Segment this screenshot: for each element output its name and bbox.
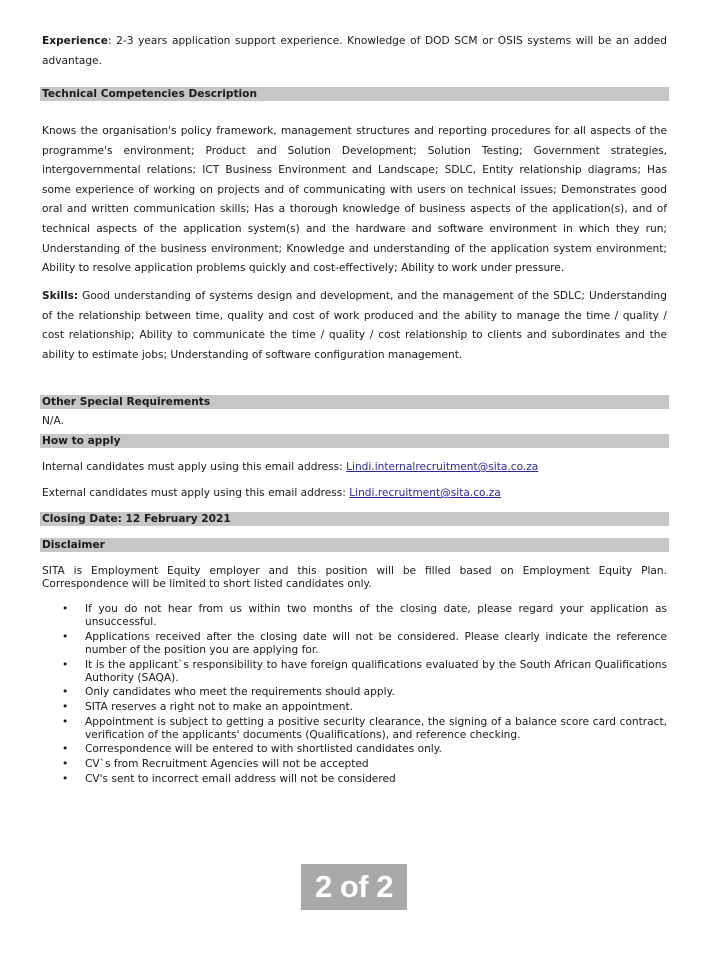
experience-text: : 2-3 years application support experience. Knowledge of DOD SCM or OSIS systems will be an added advantage. <box>42 35 667 67</box>
list-item: • CV's sent to incorrect email address will not be considered <box>42 773 667 786</box>
technical-competencies-text: Knows the organisation's policy framework, management structures and reporting procedures for all aspects of the programme's environment; Product and Solution Development; Solution Testing; Government strategies, intergovernmental relations; ICT Business Environment and Landscape; SDLC, Entity relationship diagrams; Has some experience of working on projects and of communicating with users on technical issues; Demonstrates good oral and written communication skills; Has a thorough knowledge of business aspects of the application(s), and of technical aspects of the application system(s) and the hardware and software environment in which they run; Understanding of the business environment; Knowledge and understanding of the application system environment; Ability to resolve application problems quickly and cost-effectively; Ability to work under pressure. <box>42 125 667 275</box>
disclaimer-bullet-list <box>42 603 667 787</box>
how-to-apply-heading: How to apply <box>40 434 669 448</box>
other-requirements-text: N/A. <box>42 415 64 427</box>
list-item: • If you do not hear from us within two months of the closing date, please regard your application as unsuccessful. <box>42 603 667 629</box>
external-apply-line <box>42 486 501 500</box>
closing-date-heading: Closing Date: 12 February 2021 <box>40 512 669 526</box>
internal-apply-text: Internal candidates must apply using this email address: <box>42 461 347 473</box>
internal-apply-line <box>42 460 538 474</box>
disclaimer-text: SITA is Employment Equity employer and this position will be filled based on Employment Equity Plan. Correspondence will be limited to short listed candidates only. <box>42 565 667 590</box>
technical-competencies-heading: Technical Competencies Description <box>40 87 669 101</box>
internal-email-link[interactable]: Lindi.internalrecruitment@sita.co.za <box>346 461 539 473</box>
list-item: • Applications received after the closing date will not be considered. Please clearly indicate the reference number of the position you are applying for. <box>42 631 667 657</box>
skills-paragraph <box>42 287 667 365</box>
skills-label: Skills: <box>42 290 79 302</box>
list-item: • Appointment is subject to getting a positive security clearance, the signing of a balance score card contract, verification of the applicants' documents (Qualifications), and reference checking. <box>42 716 667 742</box>
other-requirements-heading: Other Special Requirements <box>40 395 669 409</box>
experience-paragraph <box>42 32 667 71</box>
skills-text: Good understanding of systems design and development, and the management of the SDLC; Understanding of the relationship between time, quality and cost of work produced and the ability to manage the time / quality / cost relationship; Ability to communicate the time / quality / cost relationship to clients and subordinates and the ability to estimate jobs; Understanding of software configuration management. <box>42 290 667 361</box>
page-indicator: 2 of 2 <box>301 864 407 910</box>
experience-label: Experience <box>42 35 108 47</box>
external-apply-text: External candidates must apply using this email address: <box>42 487 350 499</box>
list-item: • SITA reserves a right not to make an appointment. <box>42 701 667 714</box>
list-item: • Correspondence will be entered to with shortlisted candidates only. <box>42 743 667 756</box>
list-item: • Only candidates who meet the requirements should apply. <box>42 686 667 699</box>
disclaimer-heading: Disclaimer <box>40 538 669 552</box>
list-item: • CV`s from Recruitment Agencies will not be accepted <box>42 758 667 771</box>
list-item: • It is the applicant`s responsibility to have foreign qualifications evaluated by the South African Qualifications Authority (SAQA). <box>42 659 667 685</box>
external-email-link[interactable]: Lindi.recruitment@sita.co.za <box>349 487 501 499</box>
